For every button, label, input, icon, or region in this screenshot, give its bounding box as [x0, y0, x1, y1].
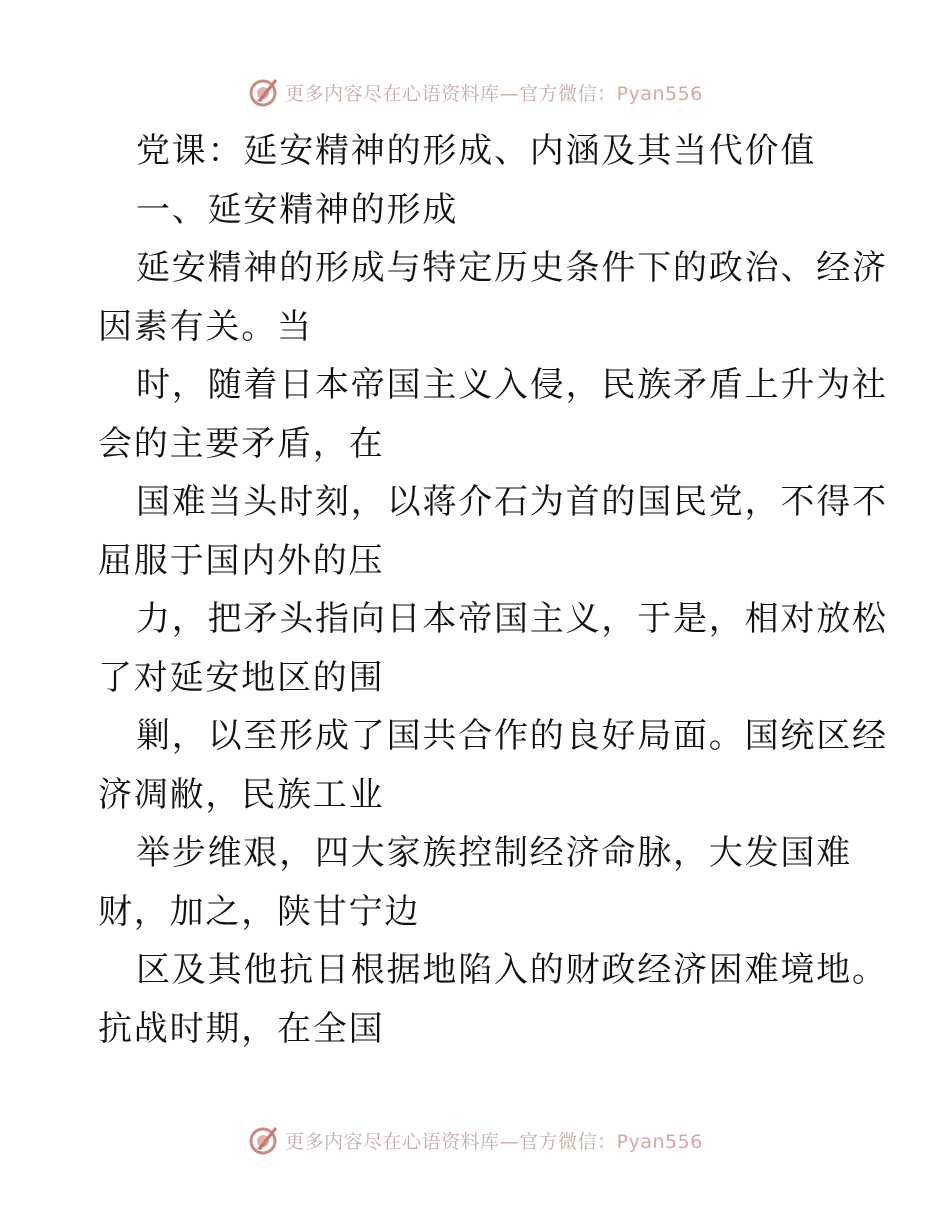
footer-watermark [0, 1120, 950, 1160]
paragraph-line: 延安精神的形成与特定历史条件下的政治、经济 [136, 248, 888, 288]
watermark-id: Pyan556 [616, 82, 703, 105]
paragraph-line: 财，加之，陕甘宁边 [98, 891, 421, 932]
paragraph-line: 抗战时期，在全国 [98, 1008, 385, 1049]
document-body [98, 122, 888, 1058]
paragraph-line: 屈服于国内外的压 [98, 540, 385, 581]
paragraph-line: 区及其他抗日根据地陷入的财政经济困难境地。 [136, 950, 888, 990]
paragraph-line: 时，随着日本帝国主义入侵，民族矛盾上升为社 [136, 365, 888, 405]
watermark-text: 更多内容尽在心语资料库—官方微信：Pyan556 [285, 1130, 703, 1153]
paragraph-line: 剿，以至形成了国共合作的良好局面。国统区经 [136, 716, 888, 756]
quill-circle-logo-icon [247, 1123, 281, 1157]
paragraph-line: 力，把矛头指向日本帝国主义，于是，相对放松 [136, 599, 888, 639]
paragraph-line: 会的主要矛盾，在 [98, 423, 385, 464]
paragraph-line: 了对延安地区的围 [98, 657, 385, 698]
header-watermark [0, 72, 950, 112]
document-title: 党课：延安精神的形成、内涵及其当代价值 [136, 131, 817, 171]
paragraph-line: 举步维艰，四大家族控制经济命脉，大发国难 [136, 833, 852, 873]
section-heading: 一、延安精神的形成 [136, 189, 459, 230]
watermark-id: Pyan556 [616, 1130, 703, 1153]
paragraph-line: 因素有关。当 [98, 306, 313, 347]
quill-circle-logo-icon [247, 75, 281, 109]
paragraph-line: 济凋敝，民族工业 [98, 774, 385, 815]
paragraph-line: 国难当头时刻，以蒋介石为首的国民党，不得不 [136, 482, 888, 522]
watermark-text: 更多内容尽在心语资料库—官方微信：Pyan556 [285, 82, 703, 105]
